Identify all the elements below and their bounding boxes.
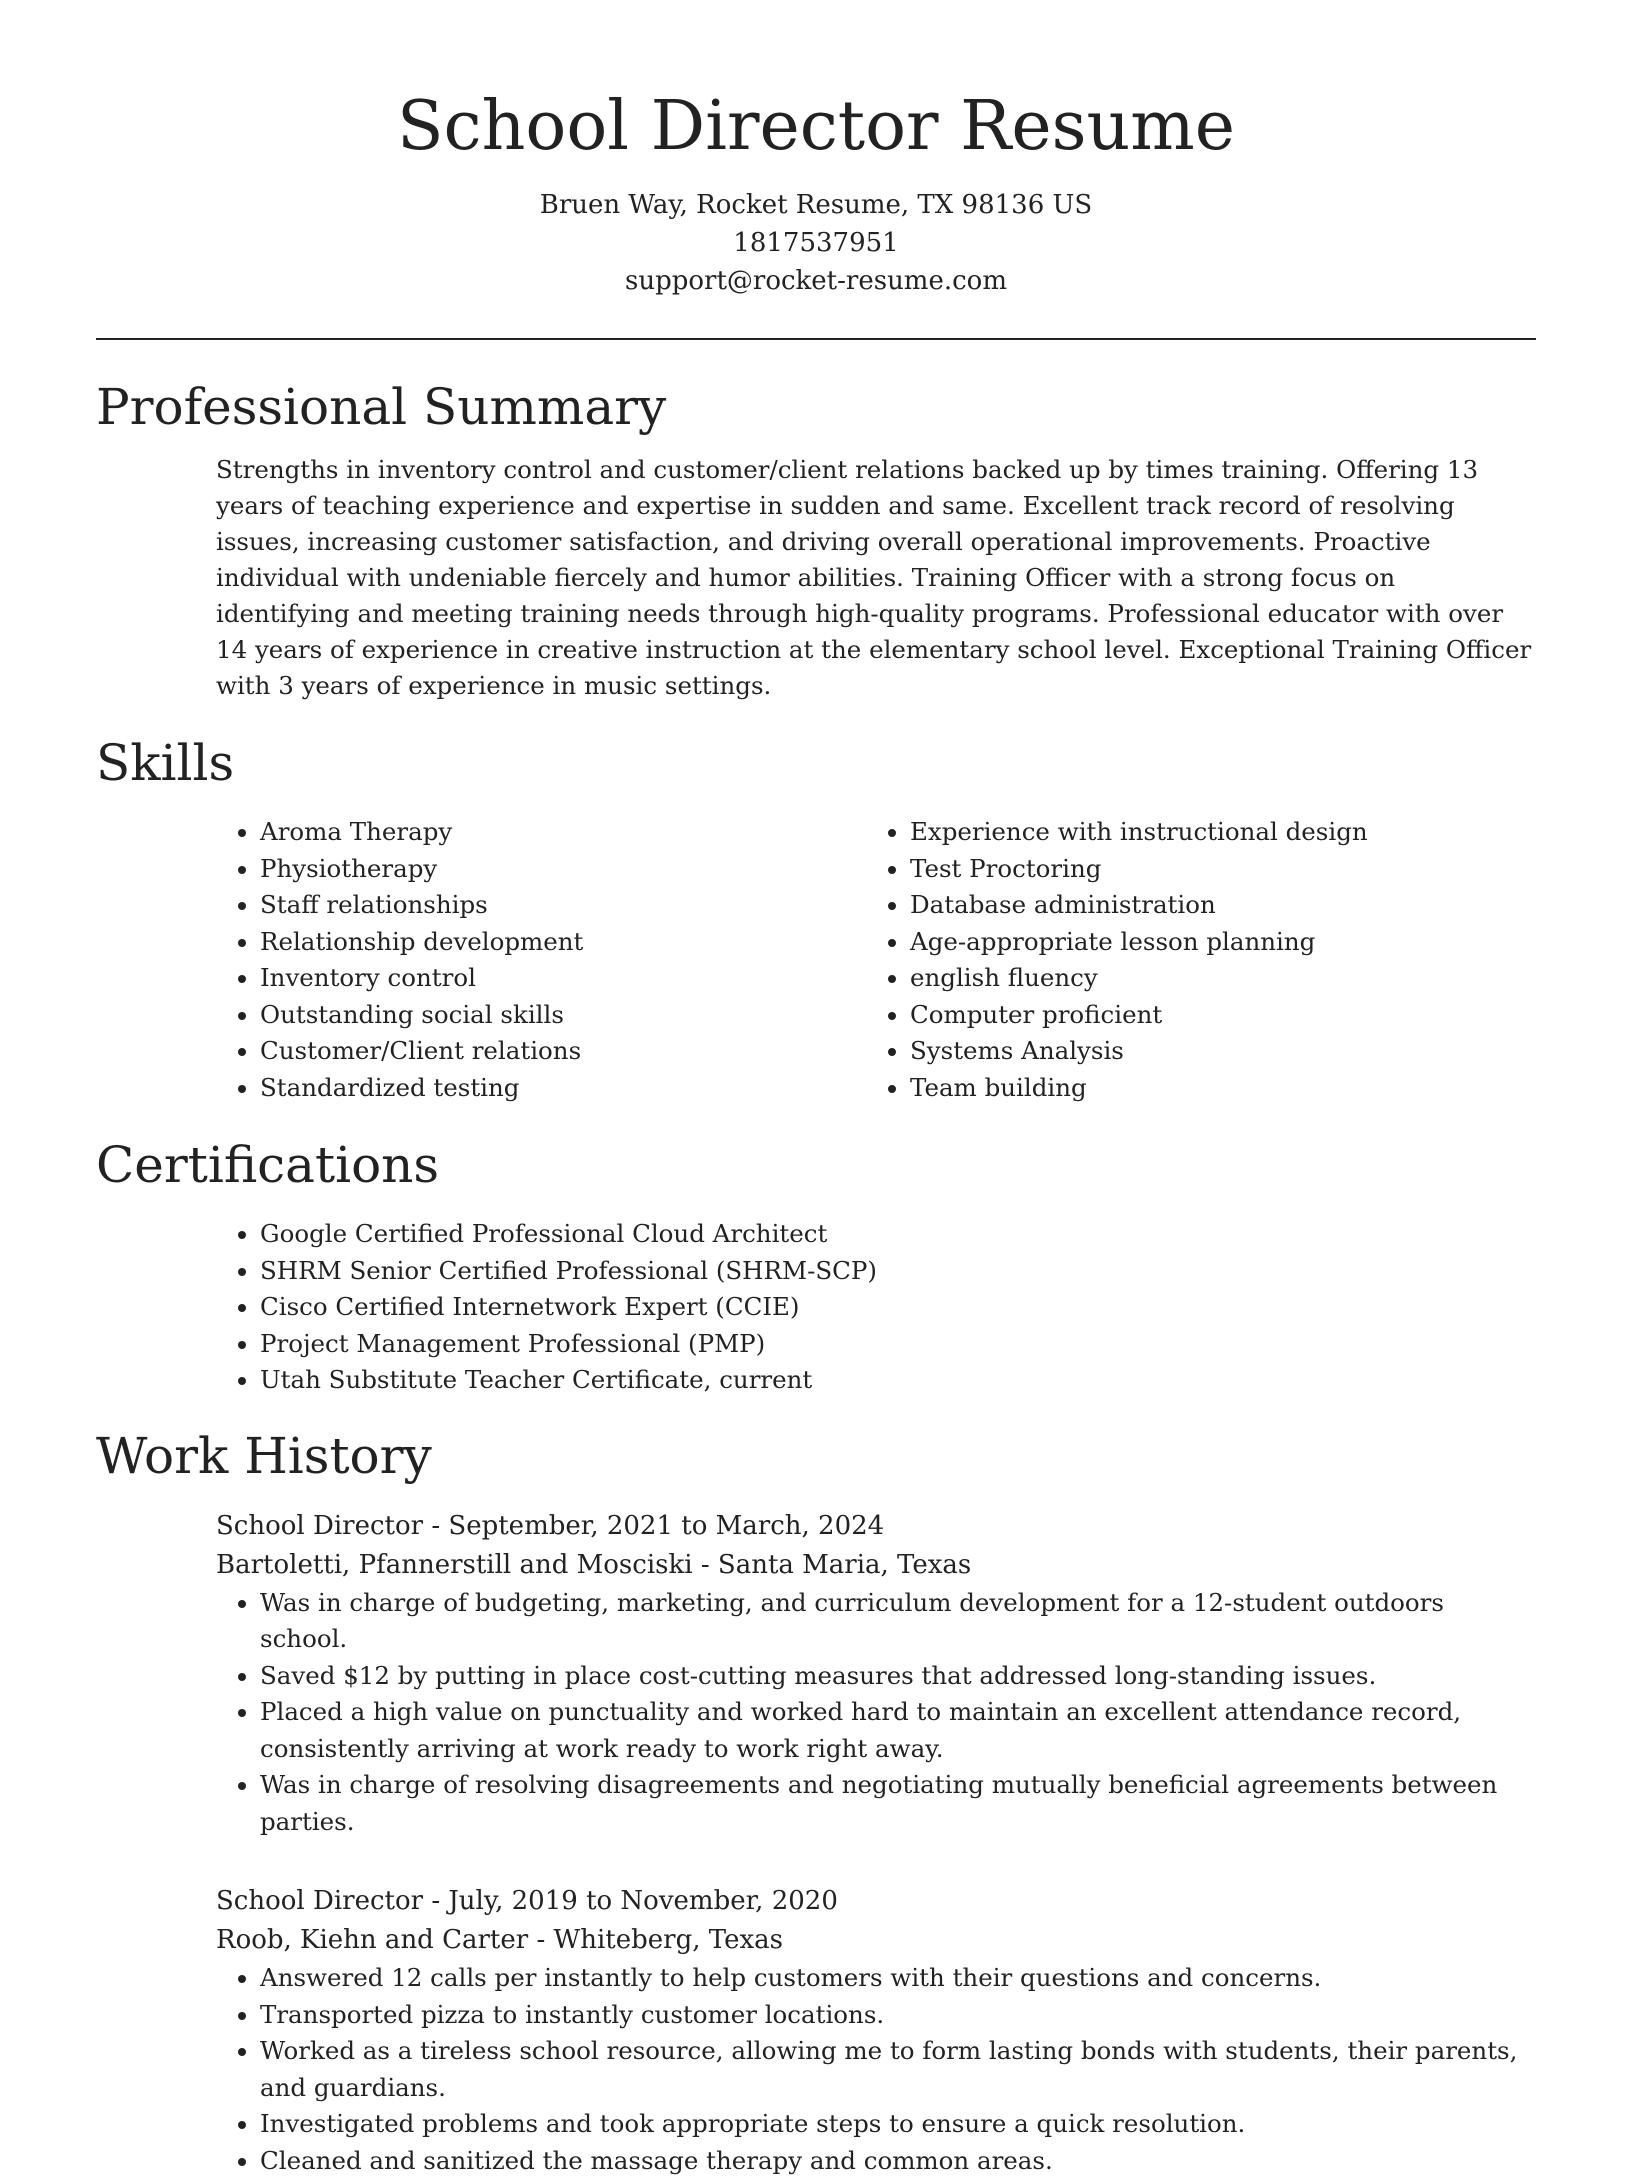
skill-item: • Computer proficient	[910, 997, 1516, 1034]
certification-item: • Cisco Certified Internetwork Expert (CCIE)	[260, 1289, 1536, 1326]
skill-item: • Standardized testing	[260, 1070, 866, 1107]
job-duty-item: • Cleaned and sanitized the massage therapy and common areas.	[260, 2143, 1536, 2179]
contact-phone: 1817537951	[96, 224, 1536, 262]
section-title-summary: Professional Summary	[96, 376, 1536, 438]
resume-header	[96, 0, 1536, 300]
certifications-list-wrap	[216, 1216, 1536, 1399]
job-duty-item: • Transported pizza to instantly customer locations.	[260, 1997, 1536, 2034]
section-title-certifications: Certifications	[96, 1134, 1536, 1196]
job-entry-2	[216, 1882, 1536, 2179]
job-duty-item: • Placed a high value on punctuality and worked hard to maintain an excellent attendance record, consistently arriving at work ready to work right away.	[260, 1694, 1536, 1767]
skill-item: • Age-appropriate lesson planning	[910, 924, 1516, 961]
contact-address: Bruen Way, Rocket Resume, TX 98136 US	[96, 186, 1536, 224]
skill-item: • Team building	[910, 1070, 1516, 1107]
skill-item: • Customer/Client relations	[260, 1033, 866, 1070]
job-duty-item: • Answered 12 calls per instantly to help customers with their questions and concerns.	[260, 1960, 1536, 1997]
skills-column-left	[216, 814, 866, 1106]
skill-item: • Aroma Therapy	[260, 814, 866, 851]
job-duty-item: • Worked as a tireless school resource, allowing me to form lasting bonds with students, their parents, and guardians.	[260, 2033, 1536, 2106]
resume-title: School Director Resume	[96, 86, 1536, 168]
skill-item: • Relationship development	[260, 924, 866, 961]
job-entry-1	[216, 1507, 1536, 1841]
section-title-work-history: Work History	[96, 1425, 1536, 1487]
job-role-line: School Director - September, 2021 to March, 2024	[216, 1507, 1536, 1546]
skills-list-right	[866, 814, 1516, 1106]
job-duty-item: • Saved $12 by putting in place cost-cutting measures that addressed long-standing issues.	[260, 1658, 1536, 1695]
certifications-list	[216, 1216, 1536, 1399]
job-duties-list	[216, 1585, 1536, 1841]
skill-item: • Inventory control	[260, 960, 866, 997]
job-duty-item: • Investigated problems and took appropriate steps to ensure a quick resolution.	[260, 2106, 1536, 2143]
certification-item: • SHRM Senior Certified Professional (SHRM-SCP)	[260, 1253, 1536, 1290]
resume-page	[96, 0, 1536, 2179]
work-history-section	[96, 1425, 1536, 2179]
job-duty-item: • Was in charge of resolving disagreements and negotiating mutually beneficial agreements between parties.	[260, 1767, 1536, 1840]
certification-item: • Utah Substitute Teacher Certificate, current	[260, 1362, 1536, 1399]
skill-item: • Systems Analysis	[910, 1033, 1516, 1070]
job-role-line: School Director - July, 2019 to November, 2020	[216, 1882, 1536, 1921]
skill-item: • Test Proctoring	[910, 851, 1516, 888]
skill-item: • Database administration	[910, 887, 1516, 924]
job-duty-item: • Was in charge of budgeting, marketing, and curriculum development for a 12-student outdoors school.	[260, 1585, 1536, 1658]
skills-section	[96, 732, 1536, 1106]
certification-item: • Google Certified Professional Cloud Architect	[260, 1216, 1536, 1253]
skills-grid	[216, 814, 1536, 1106]
skill-item: • Experience with instructional design	[910, 814, 1516, 851]
job-duties-list	[216, 1960, 1536, 2179]
summary-text: Strengths in inventory control and customer/client relations backed up by times training. Offering 13 years of teaching experience and expertise in sudden and same. Excellent track record of resolving issues, increasing customer satisfaction, and driving overall operational improvements. Proactive individual with undeniable fiercely and humor abilities. Training Officer with a strong focus on identifying and meeting training needs through high-quality programs. Professional educator with over 14 years of experience in creative instruction at the elementary school level. Exceptional Training Officer with 3 years of experience in music settings.	[216, 452, 1536, 704]
skill-item: • english fluency	[910, 960, 1516, 997]
header-divider	[96, 338, 1536, 340]
job-company-line: Bartoletti, Pfannerstill and Mosciski - Santa Maria, Texas	[216, 1546, 1536, 1585]
skill-item: • Physiotherapy	[260, 851, 866, 888]
skill-item: • Outstanding social skills	[260, 997, 866, 1034]
certifications-section	[96, 1134, 1536, 1399]
skills-list-left	[216, 814, 866, 1106]
job-company-line: Roob, Kiehn and Carter - Whiteberg, Texas	[216, 1921, 1536, 1960]
certification-item: • Project Management Professional (PMP)	[260, 1326, 1536, 1363]
professional-summary-section	[96, 376, 1536, 704]
section-title-skills: Skills	[96, 732, 1536, 794]
skills-column-right	[866, 814, 1516, 1106]
contact-email: support@rocket-resume.com	[96, 262, 1536, 300]
skill-item: • Staff relationships	[260, 887, 866, 924]
